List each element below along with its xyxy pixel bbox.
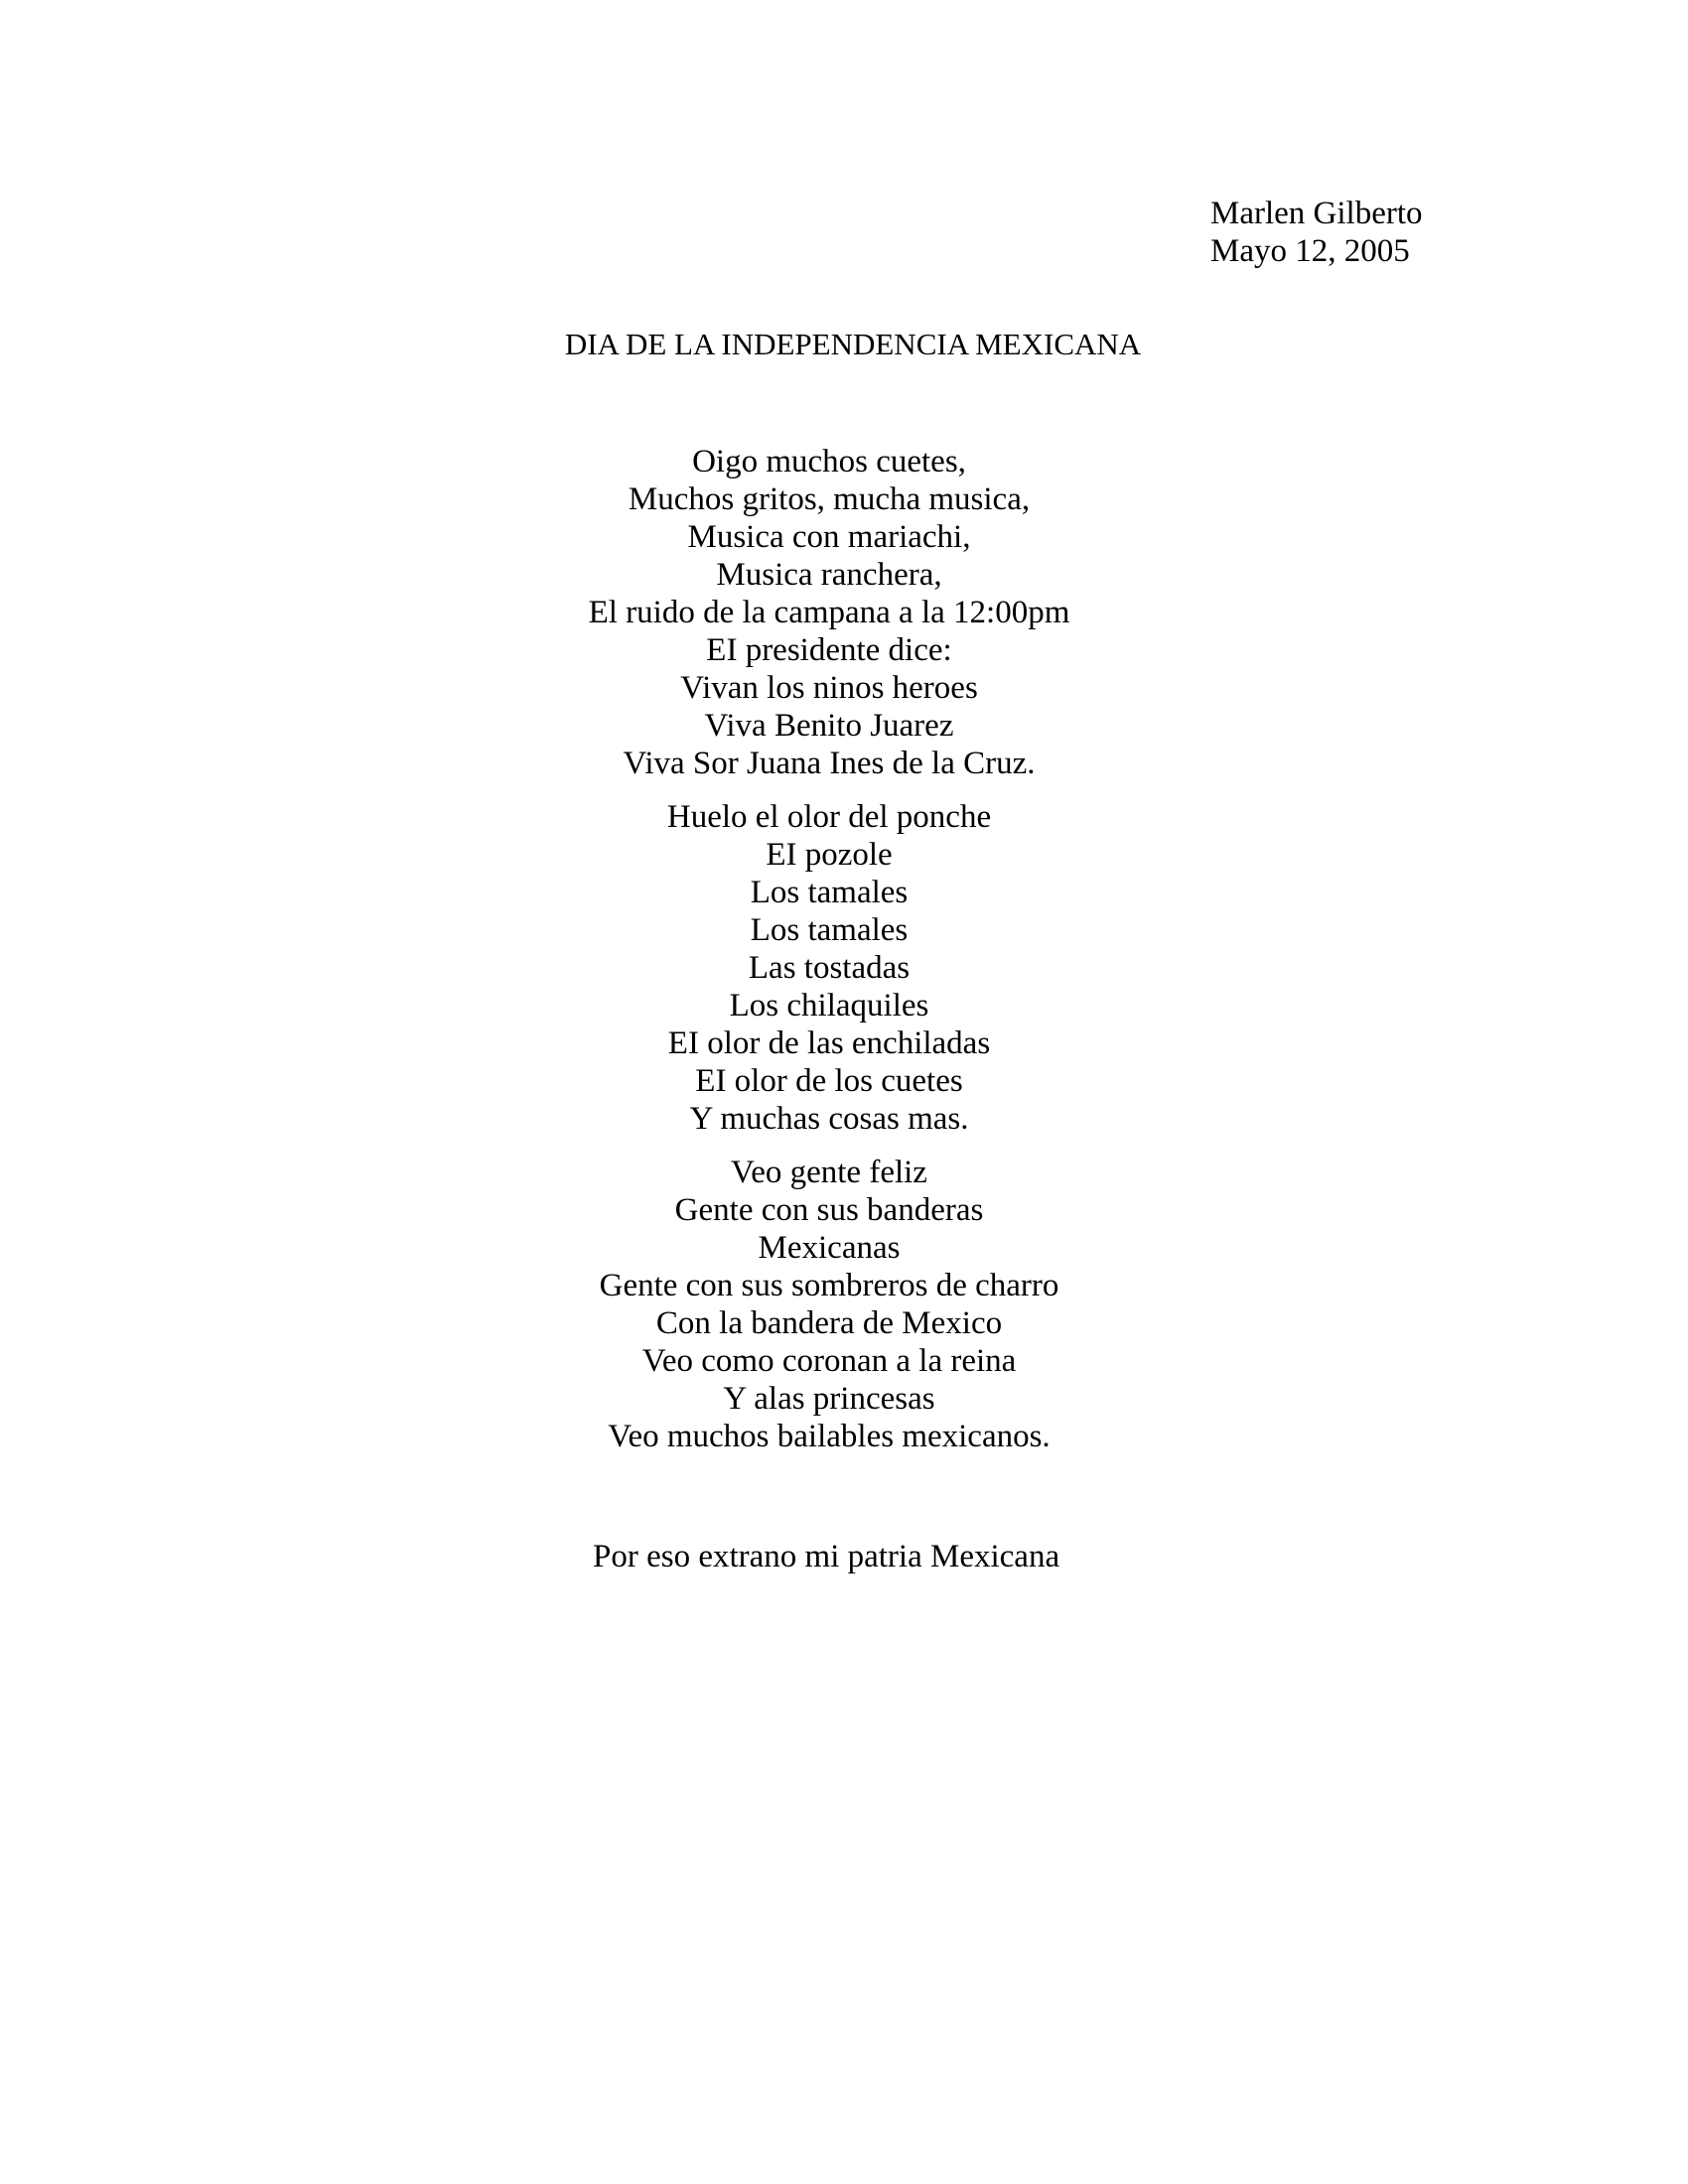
poem-line: EI presidente dice: bbox=[706, 632, 952, 668]
document-date: Mayo 12, 2005 bbox=[1210, 233, 1410, 269]
poem-line: Mexicanas bbox=[758, 1230, 901, 1266]
poem-line: Gente con sus banderas bbox=[674, 1192, 984, 1228]
poem-line: Y muchas cosas mas. bbox=[689, 1101, 969, 1137]
poem-line: Veo muchos bailables mexicanos. bbox=[608, 1419, 1051, 1454]
poem-line: EI olor de las enchiladas bbox=[667, 1025, 991, 1061]
poem-line: Muchos gritos, mucha musica, bbox=[628, 481, 1031, 517]
poem-line: Los chilaquiles bbox=[729, 988, 929, 1024]
stanza-3 bbox=[0, 1154, 1658, 1455]
closing-line: Por eso extrano mi patria Mexicana bbox=[593, 1539, 1060, 1574]
poem-line: Las tostadas bbox=[748, 950, 911, 986]
stanza-1 bbox=[0, 443, 1658, 782]
poem-line: Los tamales bbox=[750, 912, 909, 948]
poem-line: Oigo muchos cuetes, bbox=[692, 444, 966, 479]
stanza-2 bbox=[0, 798, 1658, 1138]
author-date-block bbox=[1210, 195, 1423, 270]
poem-line: EI olor de los cuetes bbox=[695, 1063, 963, 1099]
poem-line: Gente con sus sombreros de charro bbox=[599, 1268, 1059, 1303]
poem-line: Musica con mariachi, bbox=[687, 519, 971, 555]
poem-line: Vivan los ninos heroes bbox=[680, 670, 978, 706]
poem-title: DIA DE LA INDEPENDENCIA MEXICANA bbox=[564, 327, 1142, 361]
poem-line: Viva Benito Juarez bbox=[704, 708, 954, 744]
poem-line: Viva Sor Juana Ines de la Cruz. bbox=[623, 746, 1036, 781]
poem-line: Huelo el olor del ponche bbox=[666, 799, 992, 835]
poem-line: Veo como coronan a la reina bbox=[641, 1343, 1017, 1379]
author-name: Marlen Gilberto bbox=[1210, 196, 1423, 231]
poem-line: Y alas princesas bbox=[723, 1381, 935, 1417]
poem-line: Veo gente feliz bbox=[731, 1155, 927, 1190]
poem-line: Con la bandera de Mexico bbox=[655, 1305, 1003, 1341]
poem-line: Musica ranchera, bbox=[716, 557, 942, 593]
poem-line: El ruido de la campana a la 12:00pm bbox=[588, 595, 1070, 630]
poem-line: Los tamales bbox=[750, 875, 909, 910]
poem-body bbox=[0, 443, 1658, 1471]
poem-line: EI pozole bbox=[766, 837, 893, 873]
